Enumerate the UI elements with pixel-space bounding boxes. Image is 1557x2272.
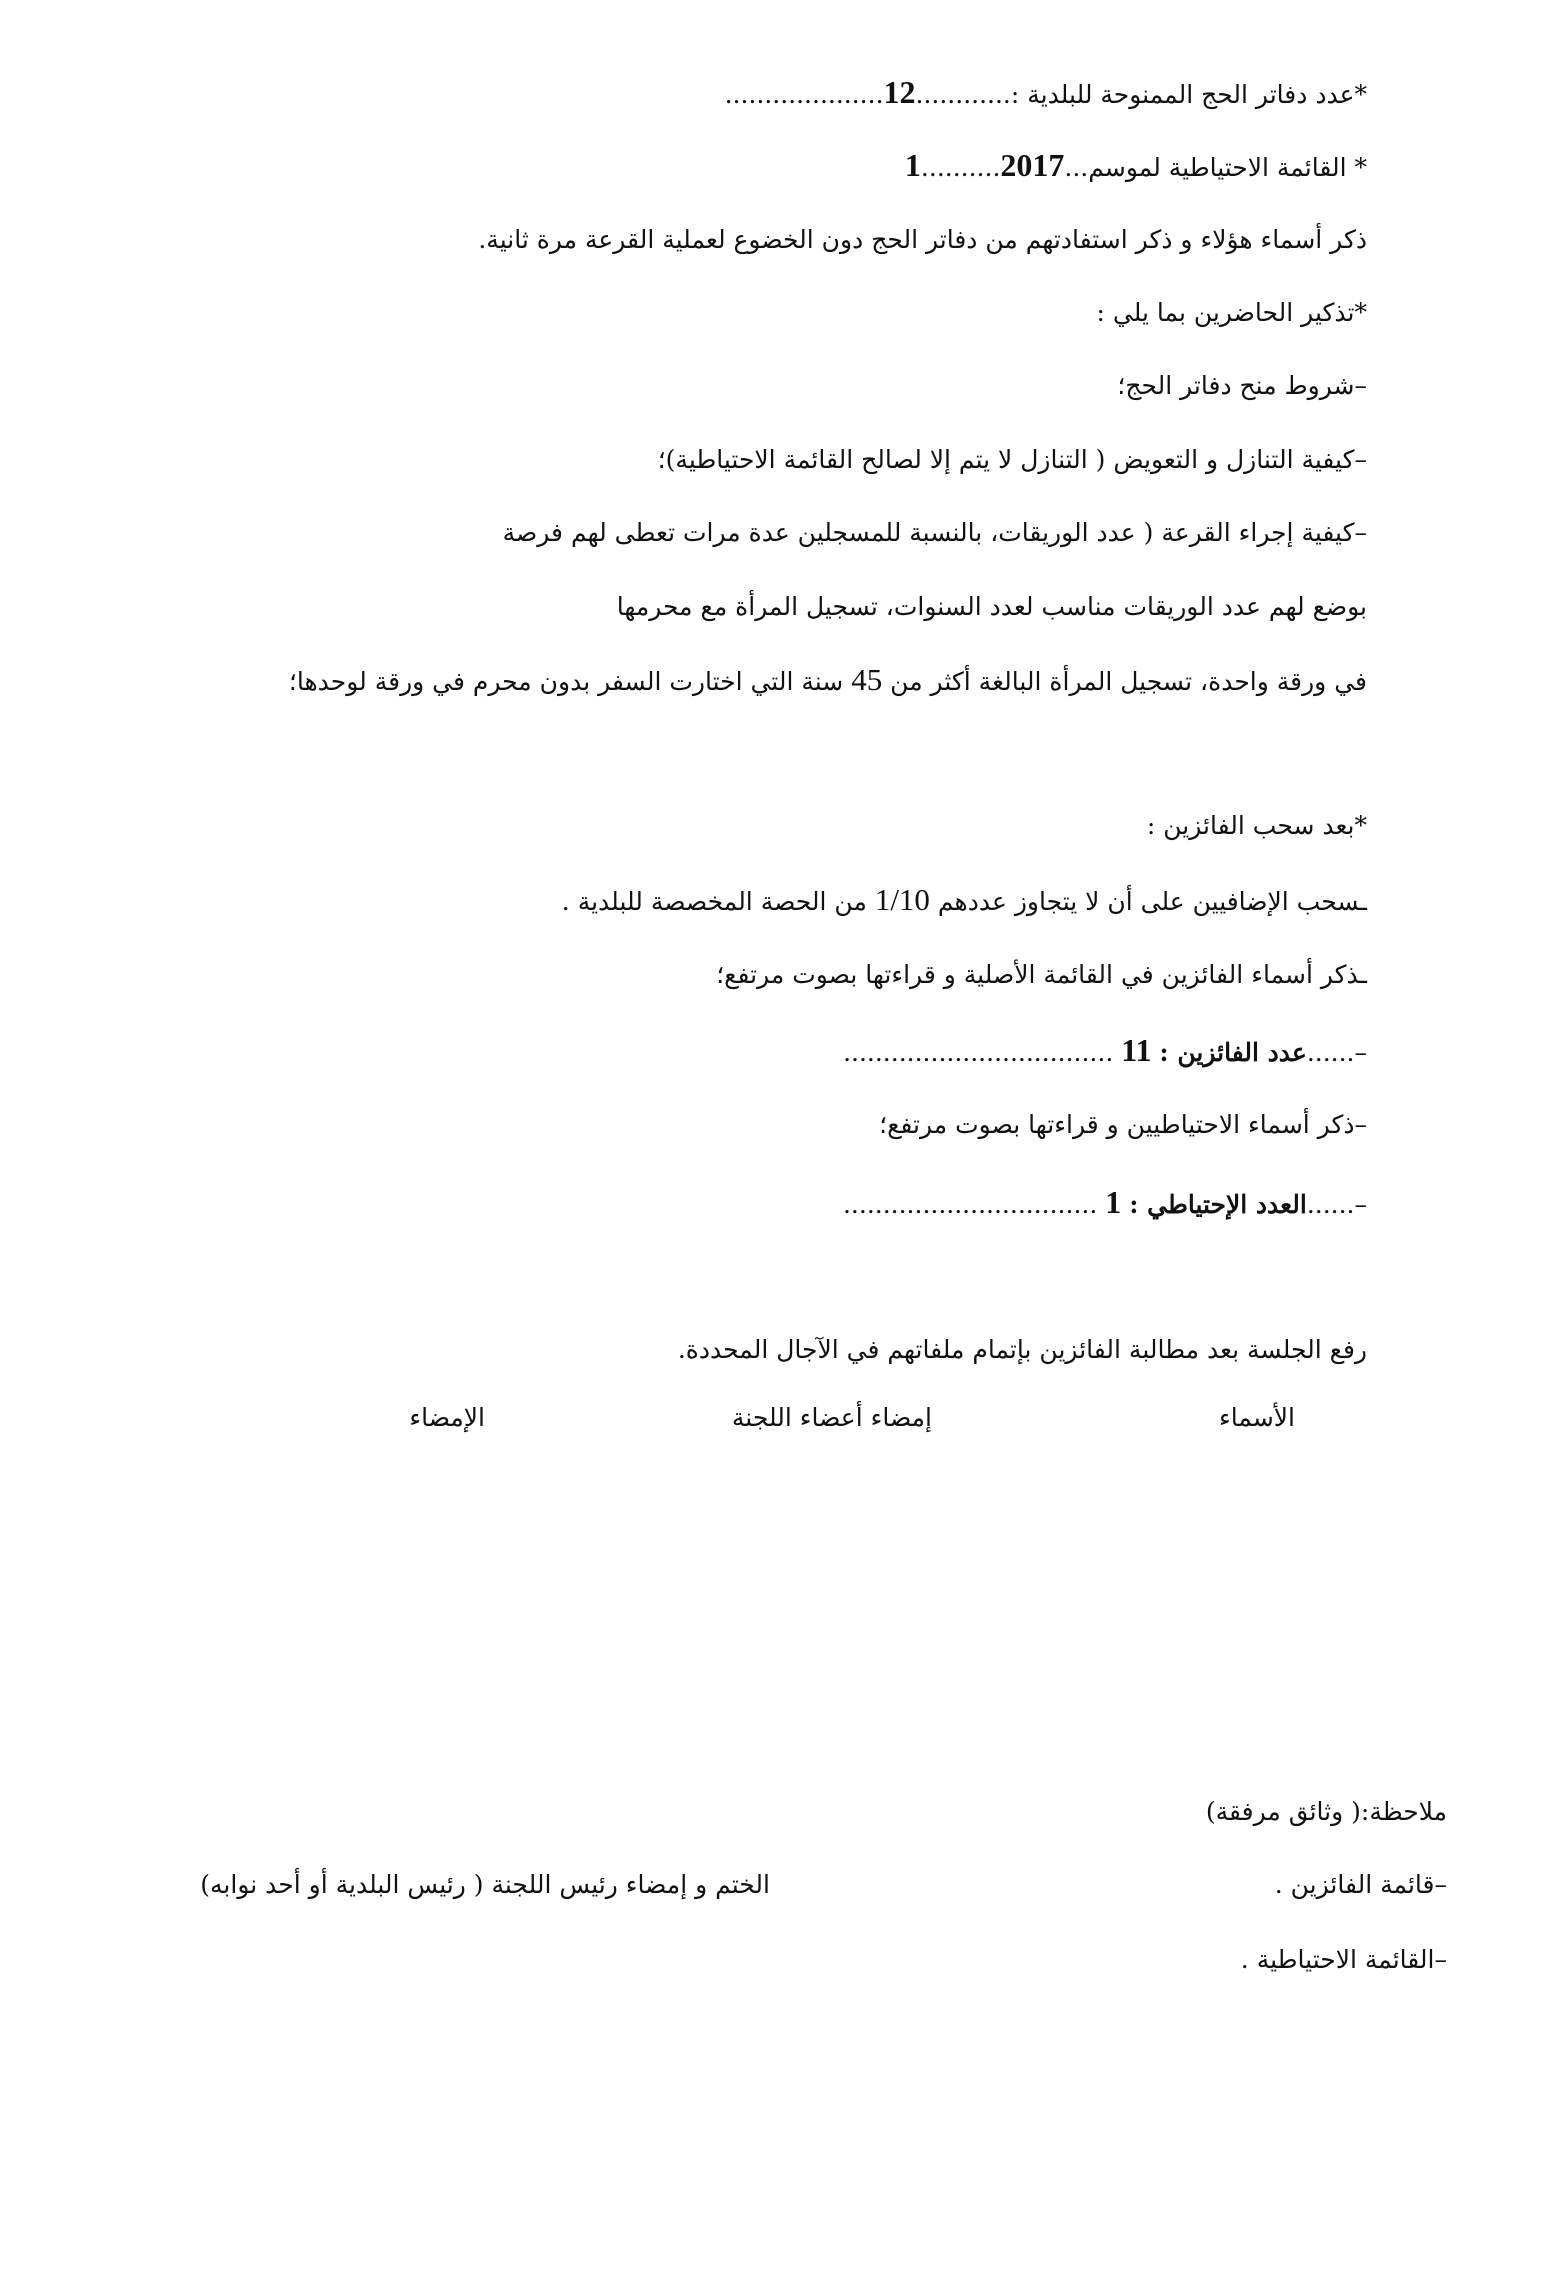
notebooks-label: *عدد دفاتر الحج الممنوحة للبلدية : <box>1010 80 1367 109</box>
item-draw-3a: في ورقة واحدة، تسجيل المرأة البالغة أكثر من <box>890 667 1367 696</box>
col-sign-header: الإمضاء <box>409 1403 485 1432</box>
item-conditions: –شروط منح دفاتر الحج؛ <box>1117 371 1367 400</box>
winners-count-line <box>843 1030 1367 1073</box>
notebooks-count-line <box>725 72 1367 115</box>
reserves-count-line <box>843 1182 1367 1225</box>
after-draw-heading: *بعد سحب الفائزين : <box>1146 811 1367 840</box>
extra-draw-a: ـسحب الإضافيين على أن لا يتجاوز عددهم <box>937 887 1367 916</box>
note-reserve-list: –القائمة الاحتياطية . <box>1240 1945 1447 1974</box>
reserve-dots-1: ... <box>1064 153 1089 182</box>
item-waiver: –كيفية التنازل و التعويض ( التنازل لا يتم إلا لصالح القائمة الاحتياطية)؛ <box>657 445 1367 474</box>
reserves-count-label: العدد الإحتياطي : <box>1129 1190 1307 1219</box>
note-winners-list: –قائمة الفائزين . <box>1274 1870 1447 1899</box>
adjourn-line: رفع الجلسة بعد مطالبة الفائزين بإتمام ملفاتهم في الآجال المحددة. <box>677 1335 1367 1364</box>
winners-count-label: عدد الفائزين : <box>1159 1038 1307 1067</box>
reserve-dots-2: .......... <box>920 153 1001 182</box>
reserve-value: 1 <box>904 147 921 183</box>
col-names-header: الأسماء <box>1219 1403 1295 1432</box>
item-draw-line-2: بوضع لهم عدد الوريقات مناسب لعدد السنوات، تسجيل المرأة مع محرمها <box>616 592 1367 621</box>
age-value: 45 <box>851 662 883 697</box>
reserves-count-dots: ................................ <box>842 1190 1098 1219</box>
reserves-count-value: 1 <box>1105 1184 1122 1220</box>
remind-heading: *تذكير الحاضرين بما يلي : <box>1096 298 1367 327</box>
notebooks-dots-1: ............ <box>915 80 1011 109</box>
extra-draw-b: من الحصة المخصصة للبلدية . <box>561 887 867 916</box>
reserve-season-line <box>905 145 1367 188</box>
mention-line: ذكر أسماء هؤلاء و ذكر استفادتهم من دفاتر الحج دون الخضوع لعملية القرعة مرة ثانية. <box>478 225 1367 254</box>
item-draw-3b: سنة التي اختارت السفر بدون محرم في ورقة لوحدها؛ <box>288 667 844 696</box>
item-draw-line-1: –كيفية إجراء القرعة ( عدد الوريقات، بالنسبة للمسجلين عدة مرات تعطى لهم فرصة <box>502 518 1367 547</box>
notebooks-dots-2: .................... <box>724 80 884 109</box>
extra-draw-line <box>562 880 1367 922</box>
stamp-signature-line: الختم و إمضاء رئيس اللجنة ( رئيس البلدية أو أحد نوابه) <box>200 1870 770 1899</box>
col-members-sign-header: إمضاء أعضاء اللجنة <box>731 1403 932 1432</box>
extra-ratio: 1/10 <box>874 882 930 917</box>
reserve-label: * القائمة الاحتياطية لموسم <box>1088 153 1367 182</box>
winners-names-line: ـذكر أسماء الفائزين في القائمة الأصلية و قراءتها بصوت مرتفع؛ <box>716 960 1367 989</box>
winners-count-value: 11 <box>1121 1032 1152 1068</box>
item-draw-line-3 <box>289 660 1367 702</box>
winners-count-prefix: –...... <box>1306 1038 1367 1067</box>
notebooks-value: 12 <box>883 74 916 110</box>
reserve-year: 2017 <box>1000 147 1065 183</box>
reserves-names-line: –ذكر أسماء الاحتياطيين و قراءتها بصوت مرتفع؛ <box>879 1110 1367 1139</box>
winners-count-dots: .................................. <box>843 1038 1114 1067</box>
reserves-count-prefix: –...... <box>1306 1190 1367 1219</box>
notes-heading: ملاحظة:( وثائق مرفقة) <box>1205 1797 1447 1826</box>
